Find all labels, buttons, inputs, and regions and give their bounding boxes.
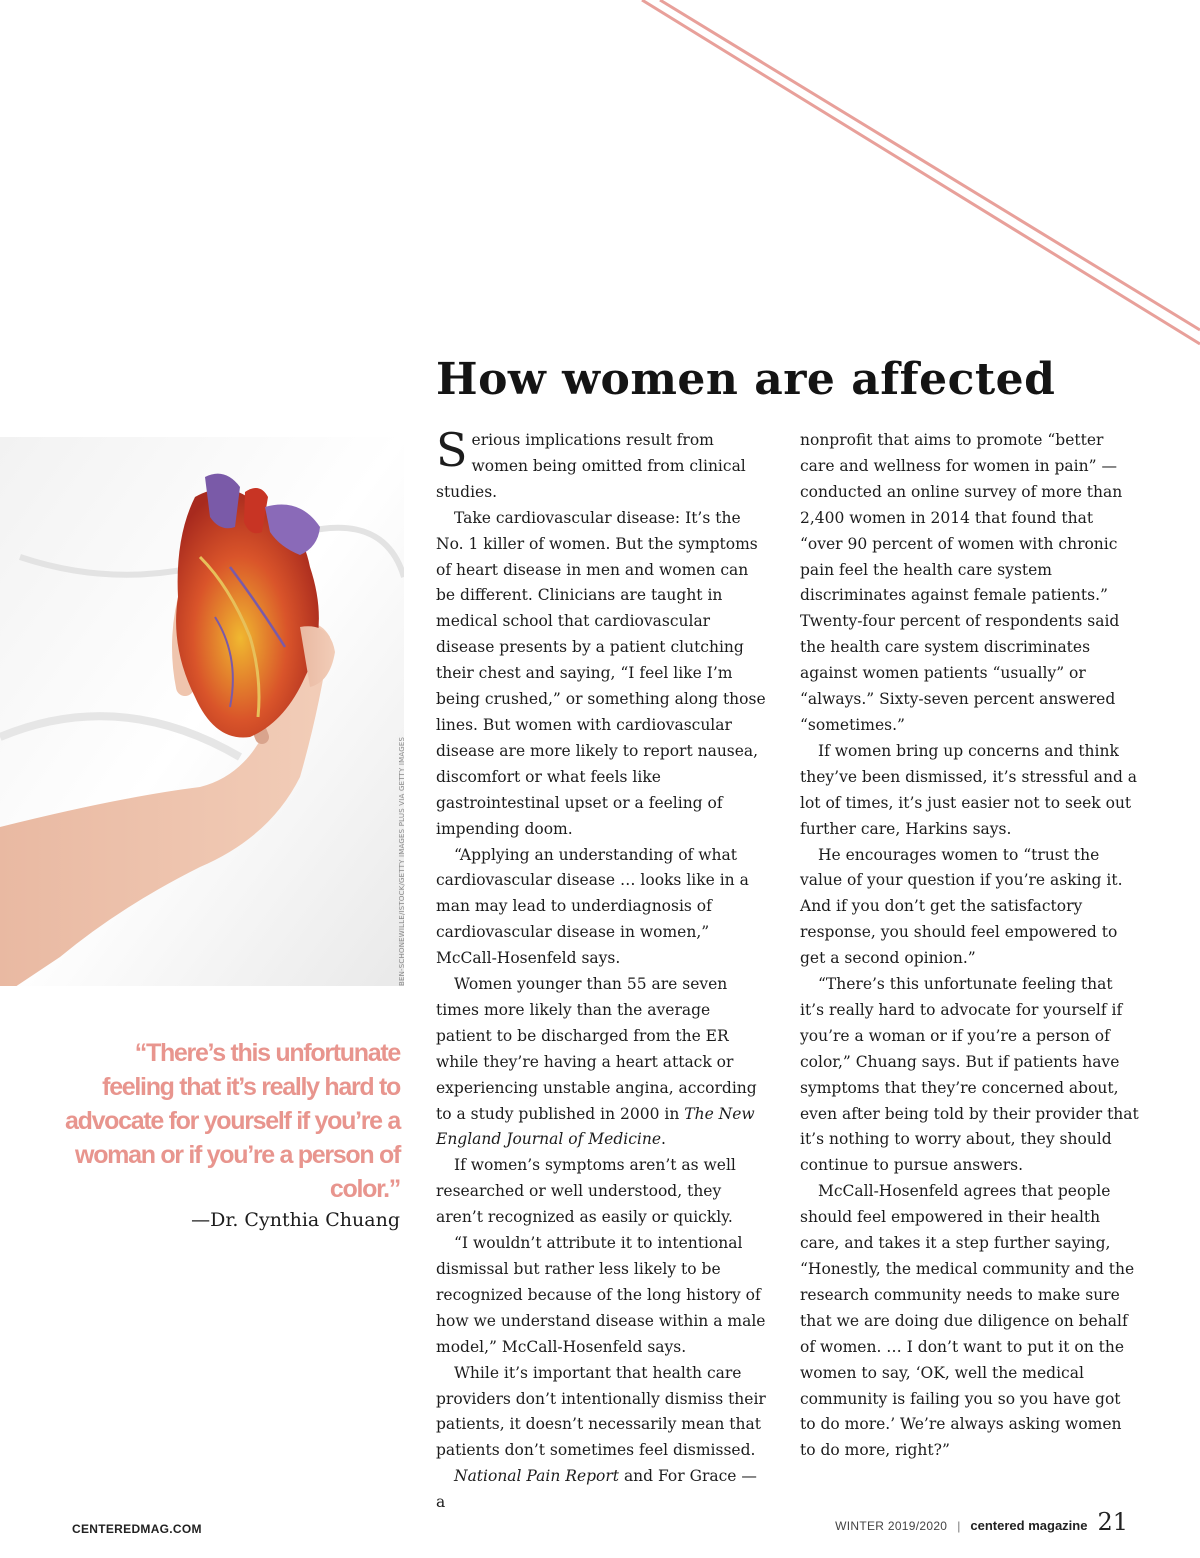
pull-quote-attribution: —Dr. Cynthia Chuang [191,1209,400,1231]
article-paragraph: nonprofit that aims to promote “better care and wellness for women in pain” — conducted an online survey of more than 2,400 women in 2014 that found that “over 90 percent of women with chronic pain feel the health care system discriminates against female patients.” Twenty-four percent of respondents said the health care system discriminates against women patients “usually” or “always.” Sixty-seven percent answered “sometimes.” [800,431,1123,734]
footer-website: CENTEREDMAG.COM [72,1522,202,1536]
article-paragraph: “I wouldn’t attribute it to intentional dismissal but rather less likely to be recognized because of the long history of how we understand disease within a male model,” McCall-Hosenfeld says. [436,1234,766,1356]
footer-folio [835,1508,1128,1536]
paragraph-text: Women younger than 55 are seven times more likely than the average patient to be discharged from the ER while they’re having a heart attack or experiencing unstable angina, according to a study published in 2000 in [436,975,757,1123]
photo-credit: BEN-SCHONEWILLE/ISTOCK/GETTY IMAGES PLUS VIA GETTY IMAGES [398,736,406,986]
article-paragraph [436,972,770,1153]
article-column-2 [800,428,1140,1464]
article-paragraph: He encourages women to “trust the value of your question if you’re asking it. And if you don’t get the satisfactory response, you should feel empowered to get a second opinion.” [800,845,1123,968]
article-paragraph [436,423,770,506]
paragraph-text: . [661,1130,666,1149]
footer-magazine-name: centered magazine [970,1518,1088,1533]
drop-cap: S [436,423,468,477]
article-paragraph: “There’s this unfortunate feeling that it’s really hard to advocate for yourself if you’re a woman or if you’re a person of color,” Chuang says. But if patients have symptoms that they’re concerned about, even after being told by their provider that it’s nothing to worry about, they should continue to pursue answers. [800,975,1139,1175]
publication-title: National Pain Report [454,1467,620,1486]
journal-title: The New England Journal of Medicine [436,1104,755,1149]
pull-quote-text: “There’s this unfortunate feeling that it’s really hard to advocate for yourself if you’re a woman or if you’re a person of color.” [65,1039,400,1203]
decorative-diagonal-stripes [0,0,1200,400]
pull-quote [60,1036,400,1234]
article-paragraph: If women’s symptoms aren’t as well researched or well understood, they aren’t recognized as easily or quickly. [436,1156,736,1227]
article-paragraph: “Applying an understanding of what cardiovascular disease … looks like in a man may lead to underdiagnosis of cardiovascular disease in women,” McCall-Hosenfeld says. [436,845,749,968]
article-paragraph: Take cardiovascular disease: It’s the No. 1 killer of women. But the symptoms of heart disease in men and women can be different. Clinicians are taught in medical school that cardiovascular disease presents by a patient clutching their chest and saying, “I feel like I’m being crushed,” or something along those lines. But women with cardiovascular disease are more likely to report nausea, discomfort or what feels like gastrointestinal upset or a feeling of impending doom. [436,508,766,838]
article-column-1 [436,423,770,1516]
footer-issue: WINTER 2019/2020 [835,1519,948,1533]
article-paragraph [436,1464,770,1516]
paragraph-text: erious implications result from women being omitted from clinical studies. [436,431,746,501]
article-paragraph: McCall-Hosenfeld agrees that people should feel empowered in their health care, and takes it a step further saying, “Honestly, the medical community and the research community needs to make sure that we are doing due diligence on behalf of women. … I don’t want to put it on the women to say, ‘OK, well the medical community is failing you so you have got to do more.’ We’re always asking women to do more, right?” [800,1182,1135,1460]
article-paragraph: While it’s important that health care providers don’t intentionally dismiss their patients, it doesn’t necessarily mean that patients don’t sometimes feel dismissed. [436,1363,766,1460]
heart-model-photo [0,437,404,986]
paragraph-text: and For Grace — a [436,1467,757,1512]
footer-separator: | [957,1519,961,1533]
article-paragraph: If women bring up concerns and think they’ve been dismissed, it’s stressful and a lot of times, it’s just easier not to seek out further care, Harkins says. [800,741,1138,838]
page-number: 21 [1097,1508,1128,1536]
headline: How women are affected [436,354,1056,405]
